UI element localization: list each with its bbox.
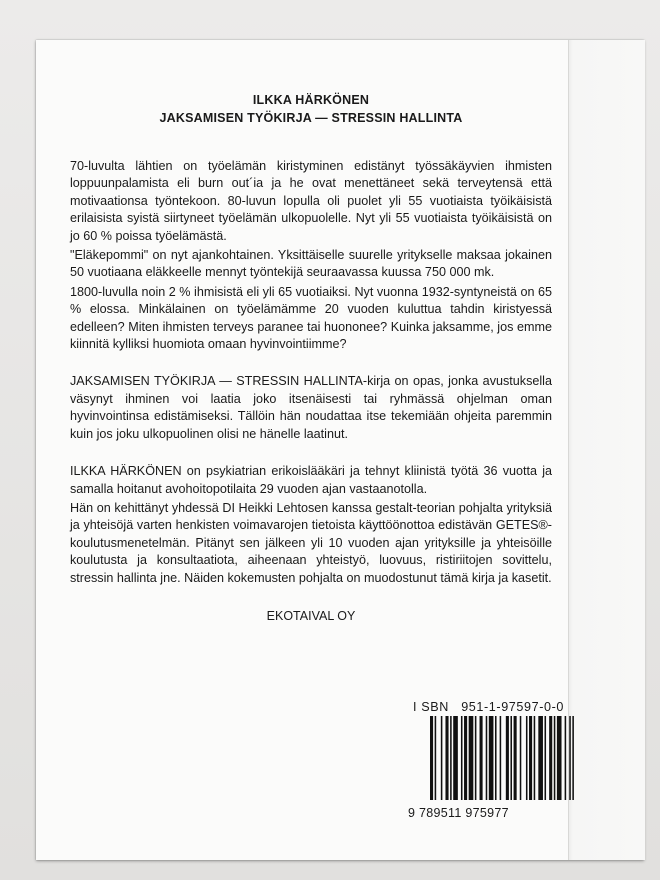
author-name: ILKKA HÄRKÖNEN [252,93,370,107]
barcode-bar [506,716,509,800]
barcode-bar [520,716,522,800]
barcode-bar [569,716,571,800]
barcode-bar [529,716,532,800]
barcode-bar [500,716,502,800]
barcode-bar [510,716,512,800]
barcode-bar [557,716,562,800]
barcode-bar [495,716,497,800]
intro-paragraph-2: "Eläkepommi" on nyt ajankohtainen. Yksittäiselle suurelle yritykselle maksaa jokainen 50 vuotiaana eläkkeelle mennyt työntekijä seuraavassa kuussa 750 000 mk. [70,248,552,280]
cover-text [70,92,552,623]
publisher-name: EKOTAIVAL OY [266,608,356,623]
barcode [430,716,577,800]
book-description: JAKSAMISEN TYÖKIRJA — STRESSIN HALLINTA-kirja on opas, jonka avustuksella väsynyt ihminen voi laatia joko itsenäisesti tai ryhmässä ohjelman oman hyvinvointinsa edistämiseksi. Tällöin hän noudattaa itse tekemiään ohjeita paremmin kuin jos joku ulkopuolinen olisi ne hänelle laatinut. [70,374,552,441]
intro-paragraph-3: 1800-luvulla noin 2 % ihmisistä eli yli 65 vuotiaiksi. Nyt vuonna 1932-syntyneistä on 65 % elossa. Minkälainen on työelämämme 20 vuoden kuluttua tahdin kiristyessä edelleen? Miten ihmisten terveys paranee tai huononee? Kuinka jaksamme, jos emme kiinnitä kylliksi huomiota omaan hyvinvointiimme? [70,284,552,352]
isbn-number: 951-1-97597-0-0 [461,700,565,714]
barcode-bar [441,716,443,800]
barcode-bar [514,716,517,800]
barcode-bar [534,716,536,800]
barcode-bar [489,716,494,800]
barcode-digits: 9 789511 975977 [408,806,509,820]
isbn-label: I SBN [413,700,449,714]
barcode-bar [469,716,474,800]
intro-paragraph-1: 70-luvulta lähtien on työelämän kiristyminen edistänyt työssäkäyvien ihmisten loppuunpalamista eli burn out´ia ja he ovat menettäneet sekä terveytensä että motivaationsa työntekoon. 80-luvun lopulla oli puolet yli 55 vuotiaista työikäisistä erilaisista syistä siirtyneet työelämän ulkopuolelle. Nyt yli 55 vuotiaista työikäisistä on jo 60 % poissa työelämästä. [70,159,552,243]
barcode-bar [554,716,556,800]
barcode-bar [435,716,437,800]
barcode-bar [572,716,574,800]
author-bio-2: Hän on kehittänyt yhdessä DI Heikki Lehtosen kanssa gestalt-teorian pohjalta yrityksiä ja yhteisöjä varten henkisten voimavarojen tietoista käyttöönottoa edistävän GETES®-koulutusmenetelmän. Pitänyt sen jälkeen yli 10 vuoden ajan yrityksille ja yhteisöille koulutusta ja konsultaatiota, aiheenaan yhteistyö, luovuus, ristiriitojen sovittelu, stressin hallinta jne. Näiden kokemusten pohjalta on muodostunut tämä kirja ja kasetit. [70,500,552,585]
barcode-bar [450,716,452,800]
barcode-bar [549,716,552,800]
barcode-bar [526,716,528,800]
barcode-bar [565,716,567,800]
barcode-bar [453,716,458,800]
barcode-bar [461,716,463,800]
barcode-bar [545,716,547,800]
barcode-bar [538,716,543,800]
isbn-line [413,700,564,714]
barcode-bar [445,716,448,800]
barcode-bar [464,716,467,800]
barcode-bar [480,716,483,800]
barcode-bar [486,716,488,800]
barcode-bar [475,716,477,800]
barcode-bar [430,716,433,800]
book-title: JAKSAMISEN TYÖKIRJA — STRESSIN HALLINTA [159,111,463,125]
book-spine-edge [568,40,645,860]
author-bio-1: ILKKA HÄRKÖNEN on psykiatrian erikoislääkäri ja tehnyt kliinistä työtä 36 vuotta ja samalla hoitanut avohoitopotilaita 29 vuoden ajan vastaanotolla. [70,464,552,496]
